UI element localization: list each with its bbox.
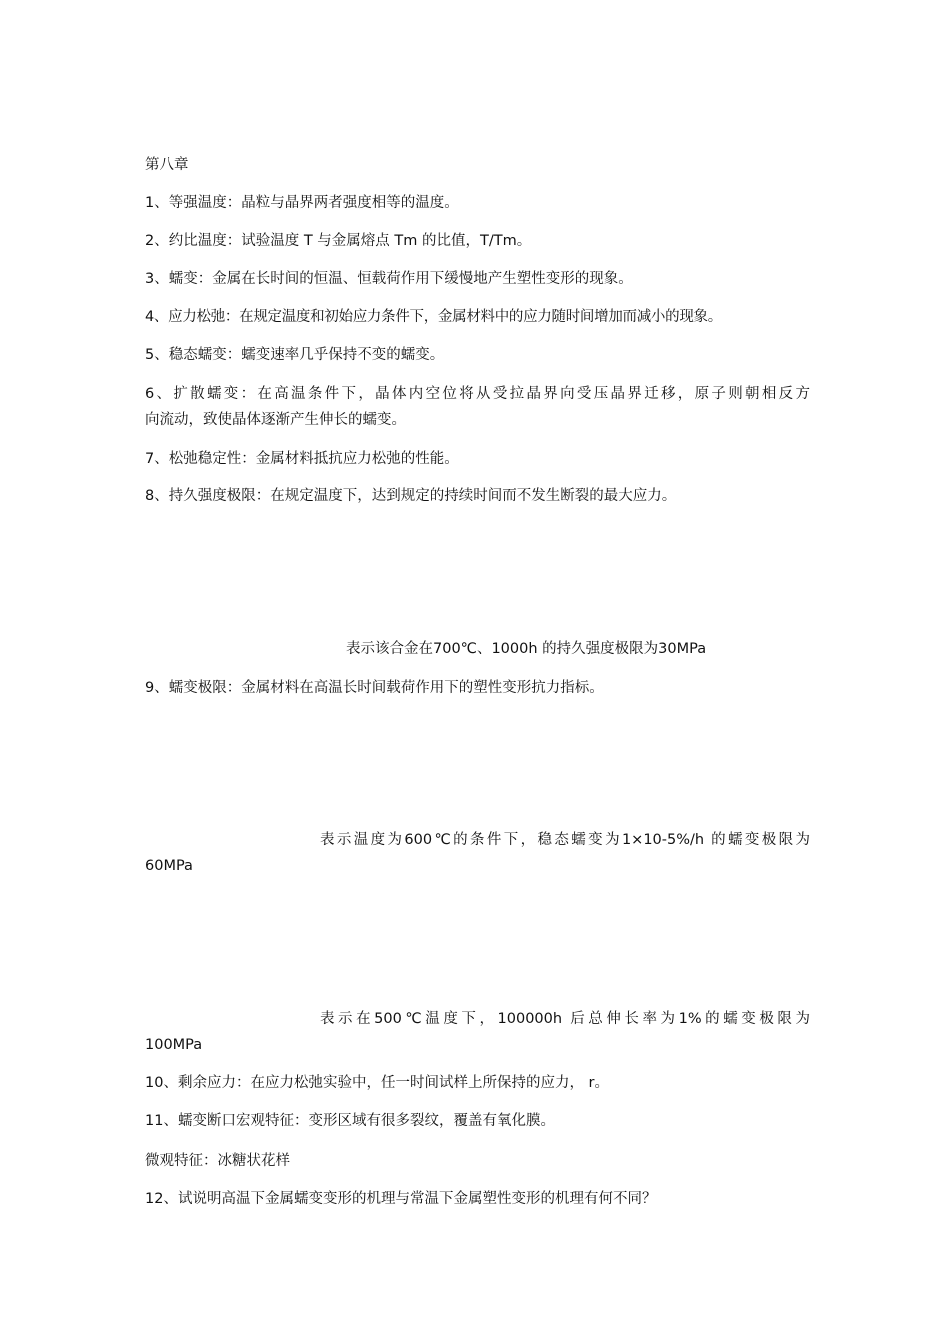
item-9-note-2-line-2: 100MPa [145, 1037, 203, 1053]
item-8: 8、持久强度极限：在规定温度下，达到规定的持续时间而不发生断裂的最大应力。 [145, 488, 677, 504]
item-5: 5、稳态蠕变：蠕变速率几乎保持不变的蠕变。 [145, 347, 445, 363]
item-11-micro: 微观特征：冰糖状花样 [145, 1153, 290, 1169]
item-6-line-1: 6、扩散蠕变：在高温条件下，晶体内空位将从受拉晶界向受压晶界迁移，原子则朝相反方 [145, 386, 810, 402]
item-4: 4、应力松弛：在规定温度和初始应力条件下，金属材料中的应力随时间增加而减小的现象。 [145, 309, 722, 325]
item-9-note-1-line-2: 60MPa [145, 858, 193, 874]
item-2: 2、约比温度：试验温度 T 与金属熔点 Tm 的比值，T/Tm。 [145, 233, 532, 249]
item-9-note-1-line-1: 表示温度为600℃的条件下，稳态蠕变为1×10-5%/h 的蠕变极限为 [320, 832, 810, 848]
item-9: 9、蠕变极限：金属材料在高温长时间载荷作用下的塑性变形抗力指标。 [145, 680, 604, 696]
item-7: 7、松弛稳定性：金属材料抵抗应力松弛的性能。 [145, 451, 459, 467]
item-1: 1、等强温度：晶粒与晶界两者强度相等的温度。 [145, 195, 459, 211]
item-3: 3、蠕变：金属在长时间的恒温、恒载荷作用下缓慢地产生塑性变形的现象。 [145, 271, 633, 287]
item-11: 11、蠕变断口宏观特征：变形区域有很多裂纹，覆盖有氧化膜。 [145, 1113, 555, 1129]
item-10: 10、剩余应力：在应力松弛实验中，任一时间试样上所保持的应力， r。 [145, 1075, 610, 1091]
item-9-note-2-line-1: 表示在500℃温度下，100000h 后总伸长率为1%的蠕变极限为 [320, 1011, 810, 1027]
item-12: 12、试说明高温下金属蠕变变形的机理与常温下金属塑性变形的机理有何不同？ [145, 1191, 657, 1207]
chapter-title: 第八章 [145, 157, 189, 173]
item-8-note: 表示该合金在700℃、1000h 的持久强度极限为30MPa [346, 641, 707, 657]
item-6-line-2: 向流动，致使晶体逐渐产生伸长的蠕变。 [145, 412, 406, 428]
